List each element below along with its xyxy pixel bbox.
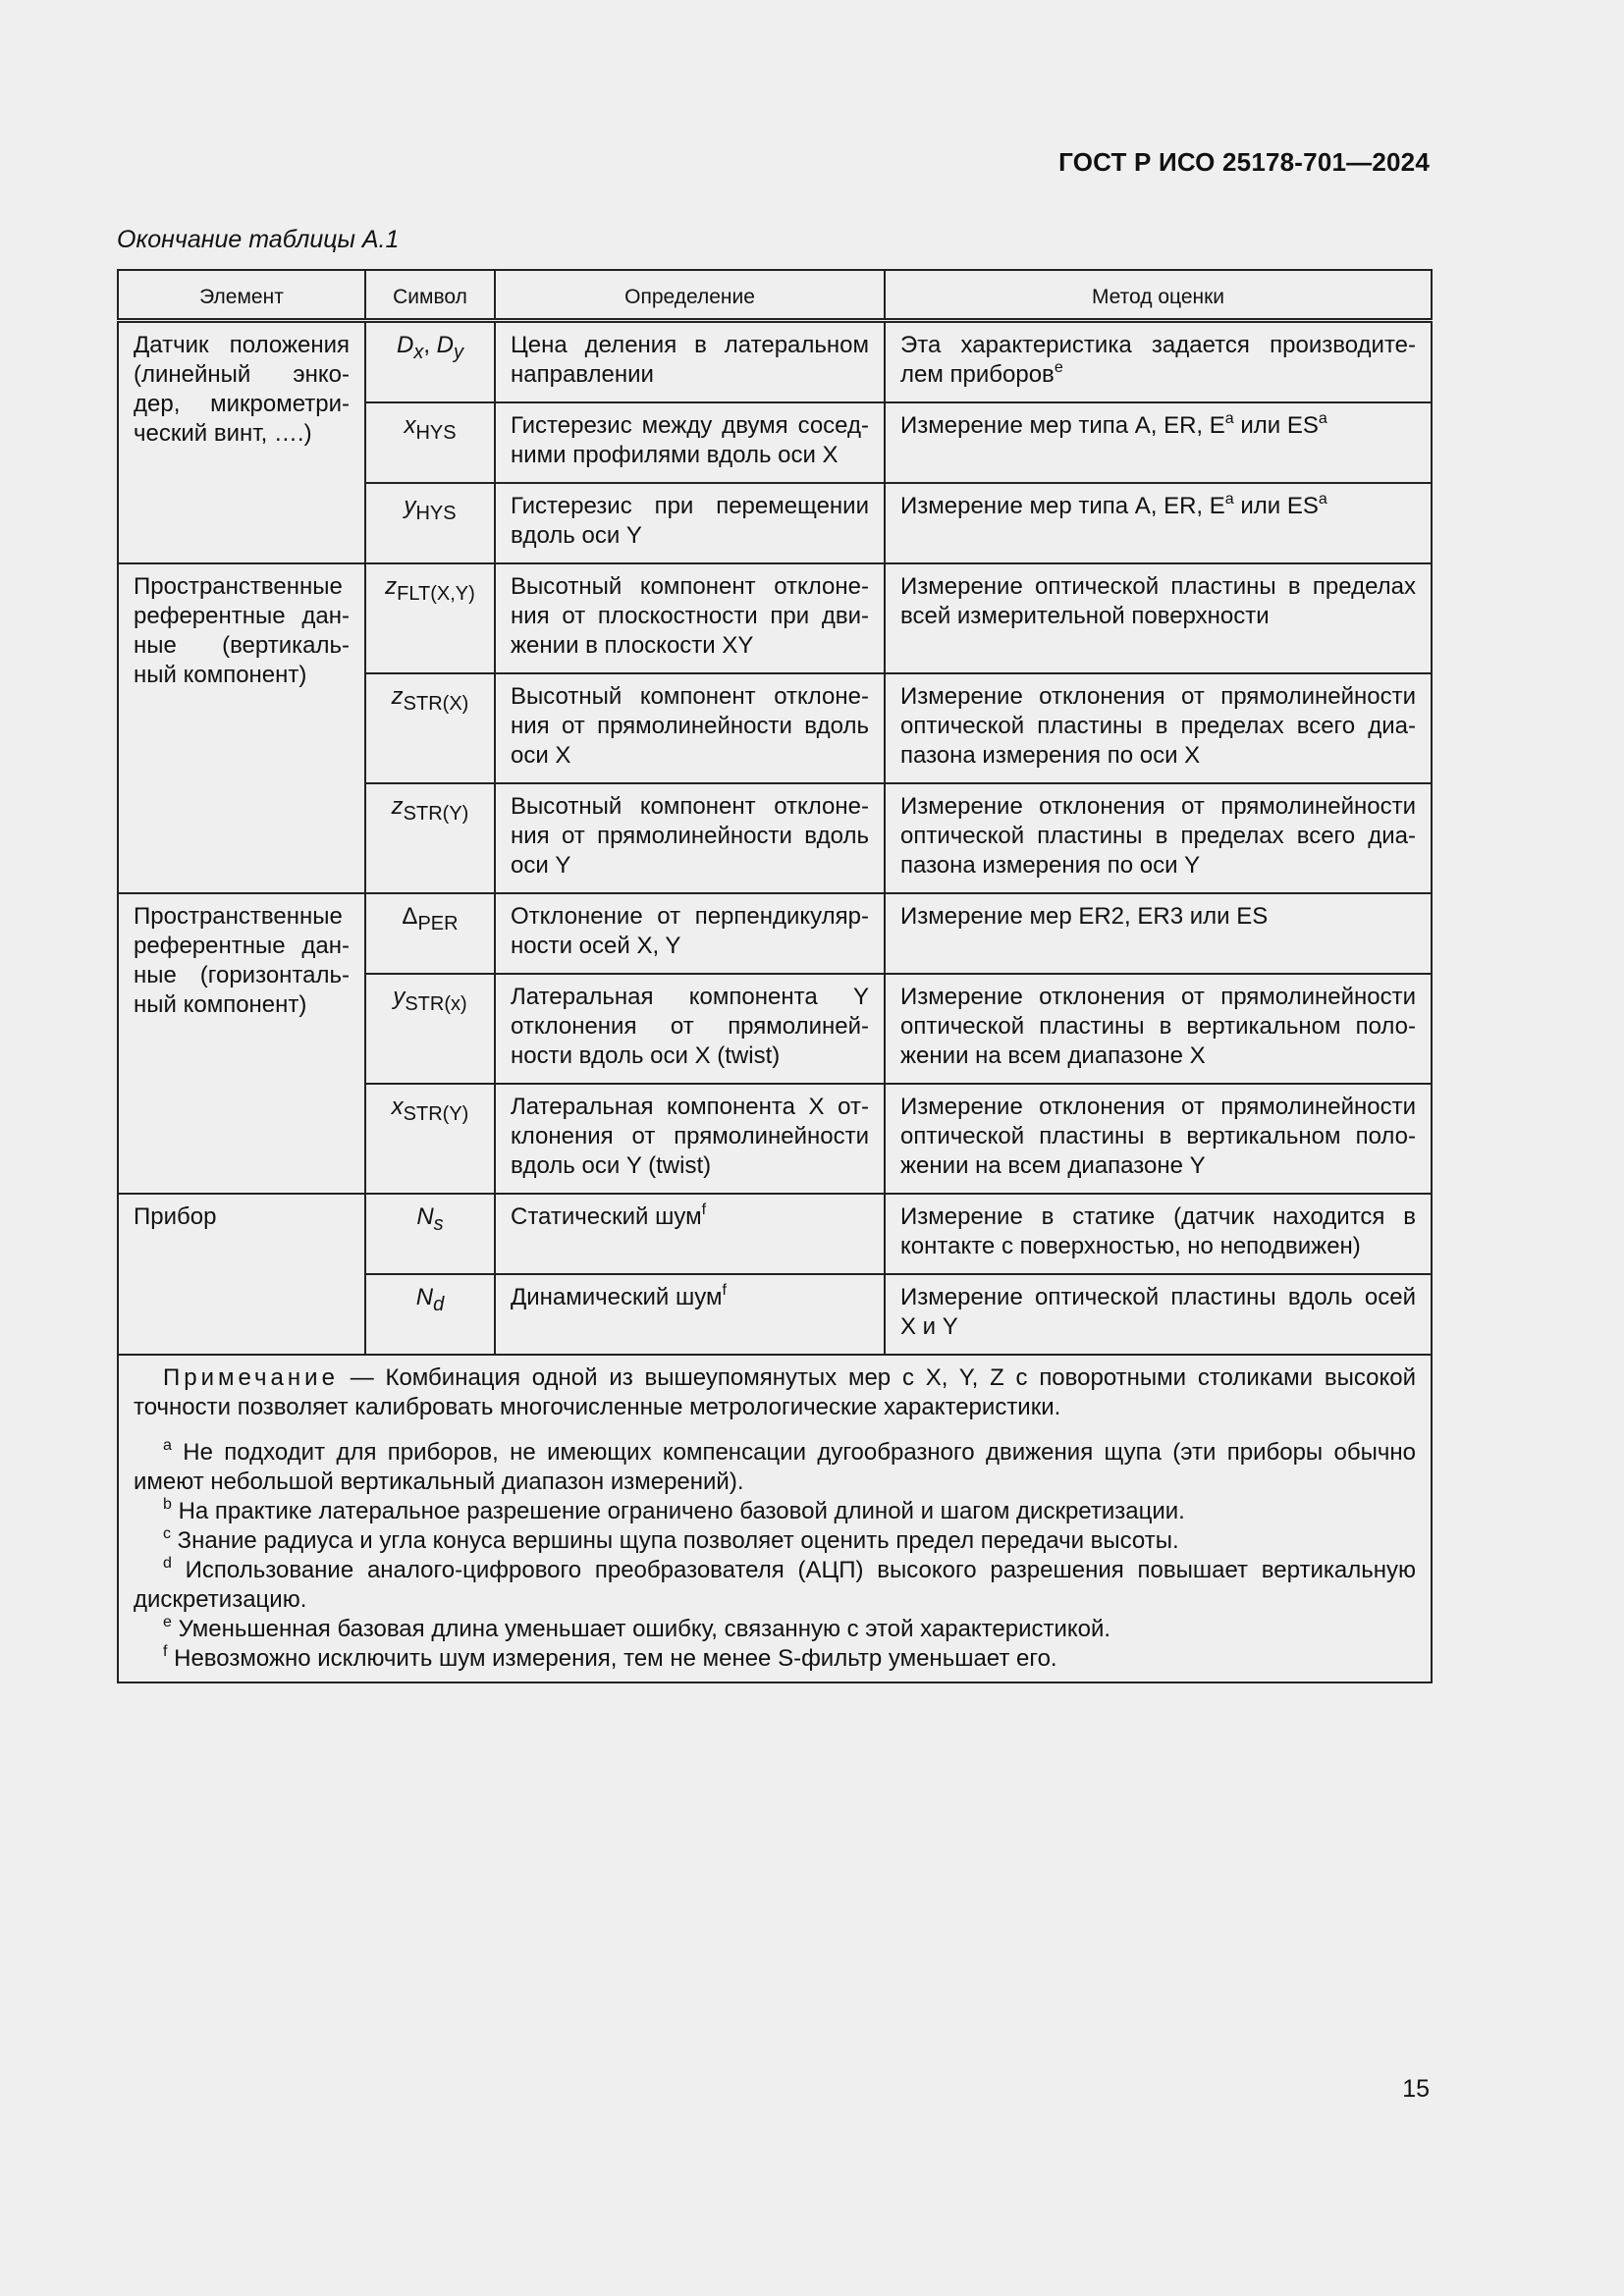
col-header-definition: Определение [495, 270, 885, 321]
definition-cell: Латеральная компонента X от-клонения от прямолинейности вдоль оси Y (twist) [495, 1084, 885, 1194]
footnote-a: $^a$ Не подходит для приборов, не имеющих компенсации дугообразного движения щупа (эти приборы обычно имеют небольшой вертикальный диапазон измерений). [134, 1437, 1416, 1495]
symbol-cell: $N_d$ [365, 1274, 495, 1355]
element-cell: Прибор [118, 1194, 365, 1355]
definition-cell: Высотный компонент отклоне-ния от прямолинейности вдоль оси Y [495, 783, 885, 893]
col-header-symbol: Символ [365, 270, 495, 321]
method-cell: Измерение мер типа А, ER, $E^a$ или $ES^a$ [885, 483, 1432, 563]
method-cell: Измерение отклонения от прямолинейности оптической пластины в вертикальном поло-жении на всем диапазоне Y [885, 1084, 1432, 1194]
standard-header: ГОСТ Р ИСО 25178-701—2024 [1058, 147, 1430, 177]
method-cell: Измерение отклонения от прямолинейности оптической пластины в пределах всего диа-пазона измерения по оси X [885, 673, 1432, 783]
definition-cell: Гистерезис при перемещении вдоль оси Y [495, 483, 885, 563]
table-row [118, 563, 1432, 673]
symbol-cell: $N_s$ [365, 1194, 495, 1274]
footnote-c: $^c$ Знание радиуса и угла конуса вершины щупа позволяет оценить предел передачи высоты. [163, 1525, 1179, 1554]
definition-cell: Динамический шум$^f$ [495, 1274, 885, 1355]
method-cell: Измерение оптической пластины вдоль осей X и Y [885, 1274, 1432, 1355]
symbol-cell: $z_{STR(Y)}$ [365, 783, 495, 893]
data-table [117, 269, 1433, 1683]
definition-cell: Отклонение от перпендикуляр-ности осей X, Y [495, 893, 885, 974]
note-paragraph [134, 1363, 1416, 1422]
notes-row [118, 1355, 1432, 1682]
symbol-cell: $x_{HYS}$ [365, 402, 495, 483]
element-cell: Пространственные референтные дан-ные (горизонталь-ный компонент) [118, 893, 365, 1194]
footnote-d: $^d$ Использование аналого-цифрового преобразователя (АЦП) высокого разрешения повышает вертикальную дискретизацию. [134, 1555, 1416, 1613]
table-row [118, 321, 1432, 403]
symbol-cell: $\Delta_{PER}$ [365, 893, 495, 974]
footnote-f: $^f$ Невозможно исключить шум измерения, тем не менее S-фильтр уменьшает его. [163, 1643, 1057, 1672]
method-cell: Измерение отклонения от прямолинейности оптической пластины в пределах всего диа-пазона измерения по оси Y [885, 783, 1432, 893]
col-header-method: Метод оценки [885, 270, 1432, 321]
table-row [118, 893, 1432, 974]
symbol-cell: $y_{STR(x)}$ [365, 974, 495, 1084]
method-cell: Измерение оптической пластины в пределах всей измерительной поверхности [885, 563, 1432, 673]
element-cell: Датчик положения (линейный энко-дер, микрометри-ческий винт, ….) [118, 321, 365, 564]
note-label: Примечание [163, 1364, 339, 1391]
definition-cell: Гистерезис между двумя сосед-ними профилями вдоль оси X [495, 402, 885, 483]
footnote-e: $^e$ Уменьшенная базовая длина уменьшает ошибку, связанную с этой характеристикой. [163, 1614, 1111, 1642]
footnote-b: $^b$ На практике латеральное разрешение ограничено базовой длиной и шагом дискретизации. [163, 1496, 1185, 1524]
symbol-cell: $y_{HYS}$ [365, 483, 495, 563]
note-text: — Комбинация одной из вышеупомянутых мер с X, Y, Z с поворотными столиками высокой точности позволяет калибровать многочисленные метрологические характеристики. [134, 1364, 1416, 1420]
definition-cell: Латеральная компонента Y отклонения от прямолиней-ности вдоль оси X (twist) [495, 974, 885, 1084]
method-cell: Измерение отклонения от прямолинейности оптической пластины в вертикальном поло-жении на всем диапазоне X [885, 974, 1432, 1084]
method-cell: Измерение мер типа А, ER, $E^a$ или $ES^a$ [885, 402, 1432, 483]
method-cell: Измерение в статике (датчик находится в контакте с поверхностью, но неподвижен) [885, 1194, 1432, 1274]
symbol-cell: $z_{FLT(X,Y)}$ [365, 563, 495, 673]
element-cell: Пространственные референтные дан-ные (вертикаль-ный компонент) [118, 563, 365, 893]
page-number: 15 [1402, 2075, 1430, 2103]
symbol-cell: $x_{STR(Y)}$ [365, 1084, 495, 1194]
notes-cell [118, 1355, 1432, 1682]
table-row [118, 1194, 1432, 1274]
definition-cell: Статический шум$^f$ [495, 1194, 885, 1274]
definition-cell: Высотный компонент отклоне-ния от плоскостности при дви-жении в плоскости XY [495, 563, 885, 673]
method-cell: Измерение мер ER2, ER3 или ES [885, 893, 1432, 974]
symbol-cell: $z_{STR(X)}$ [365, 673, 495, 783]
table-caption: Окончание таблицы А.1 [117, 226, 400, 253]
col-header-element: Элемент [118, 270, 365, 321]
definition-cell: Цена деления в латеральном направлении [495, 321, 885, 403]
table-header-row [118, 270, 1432, 321]
method-cell: Эта характеристика задается производите-лем приборов$^e$ [885, 321, 1432, 403]
symbol-cell: $D_x$, $D_y$ [365, 321, 495, 403]
definition-cell: Высотный компонент отклоне-ния от прямолинейности вдоль оси X [495, 673, 885, 783]
